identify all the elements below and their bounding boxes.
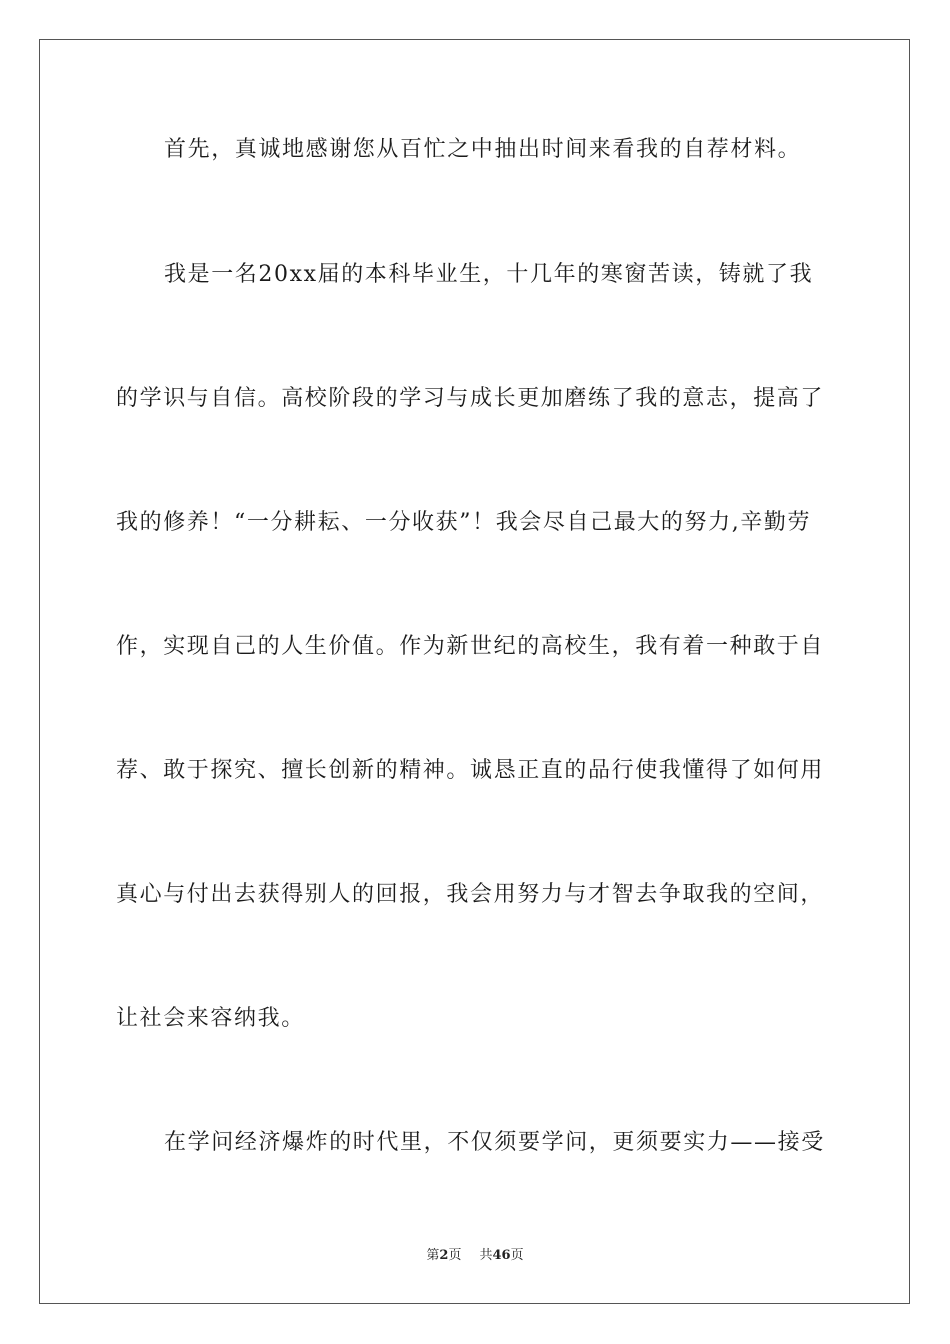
current-page-number: 2 [439,1248,449,1263]
paragraph-line-7: 真心与付出去获得别人的回报，我会用努力与才智去争取我的空间， [116,882,825,907]
paragraph-line-1: 首先，真诚地感谢您从百忙之中抽出时间来看我的自荐材料。 [164,137,802,162]
page-prefix: 第 [426,1248,440,1263]
paragraph-line-4: 我的修养！“一分耕耘、一分收获”！我会尽自己最大的努力,辛勤劳 [116,510,812,535]
paragraph-line-8: 让社会来容纳我。 [116,1006,305,1031]
total-pages-number: 46 [492,1248,511,1263]
total-prefix: 共 [479,1248,493,1263]
paragraph-line-6: 荐、敢于探究、擅长创新的精神。诚恳正直的品行使我懂得了如何用 [116,758,825,783]
page-footer [0,1247,950,1265]
paragraph-line-9: 在学问经济爆炸的时代里，不仅须要学问，更须要实力——接受 [164,1130,825,1155]
paragraph-line-2: 我是一名20xx届的本科毕业生，十几年的寒窗苦读，铸就了我 [164,262,814,287]
page-border [39,39,910,1304]
total-suffix: 页 [510,1248,524,1263]
paragraph-line-3: 的学识与自信。高校阶段的学习与成长更加磨练了我的意志，提高了 [116,386,825,411]
page-suffix: 页 [448,1248,462,1263]
paragraph-line-5: 作，实现自己的人生价值。作为新世纪的高校生，我有着一种敢于自 [116,634,825,659]
